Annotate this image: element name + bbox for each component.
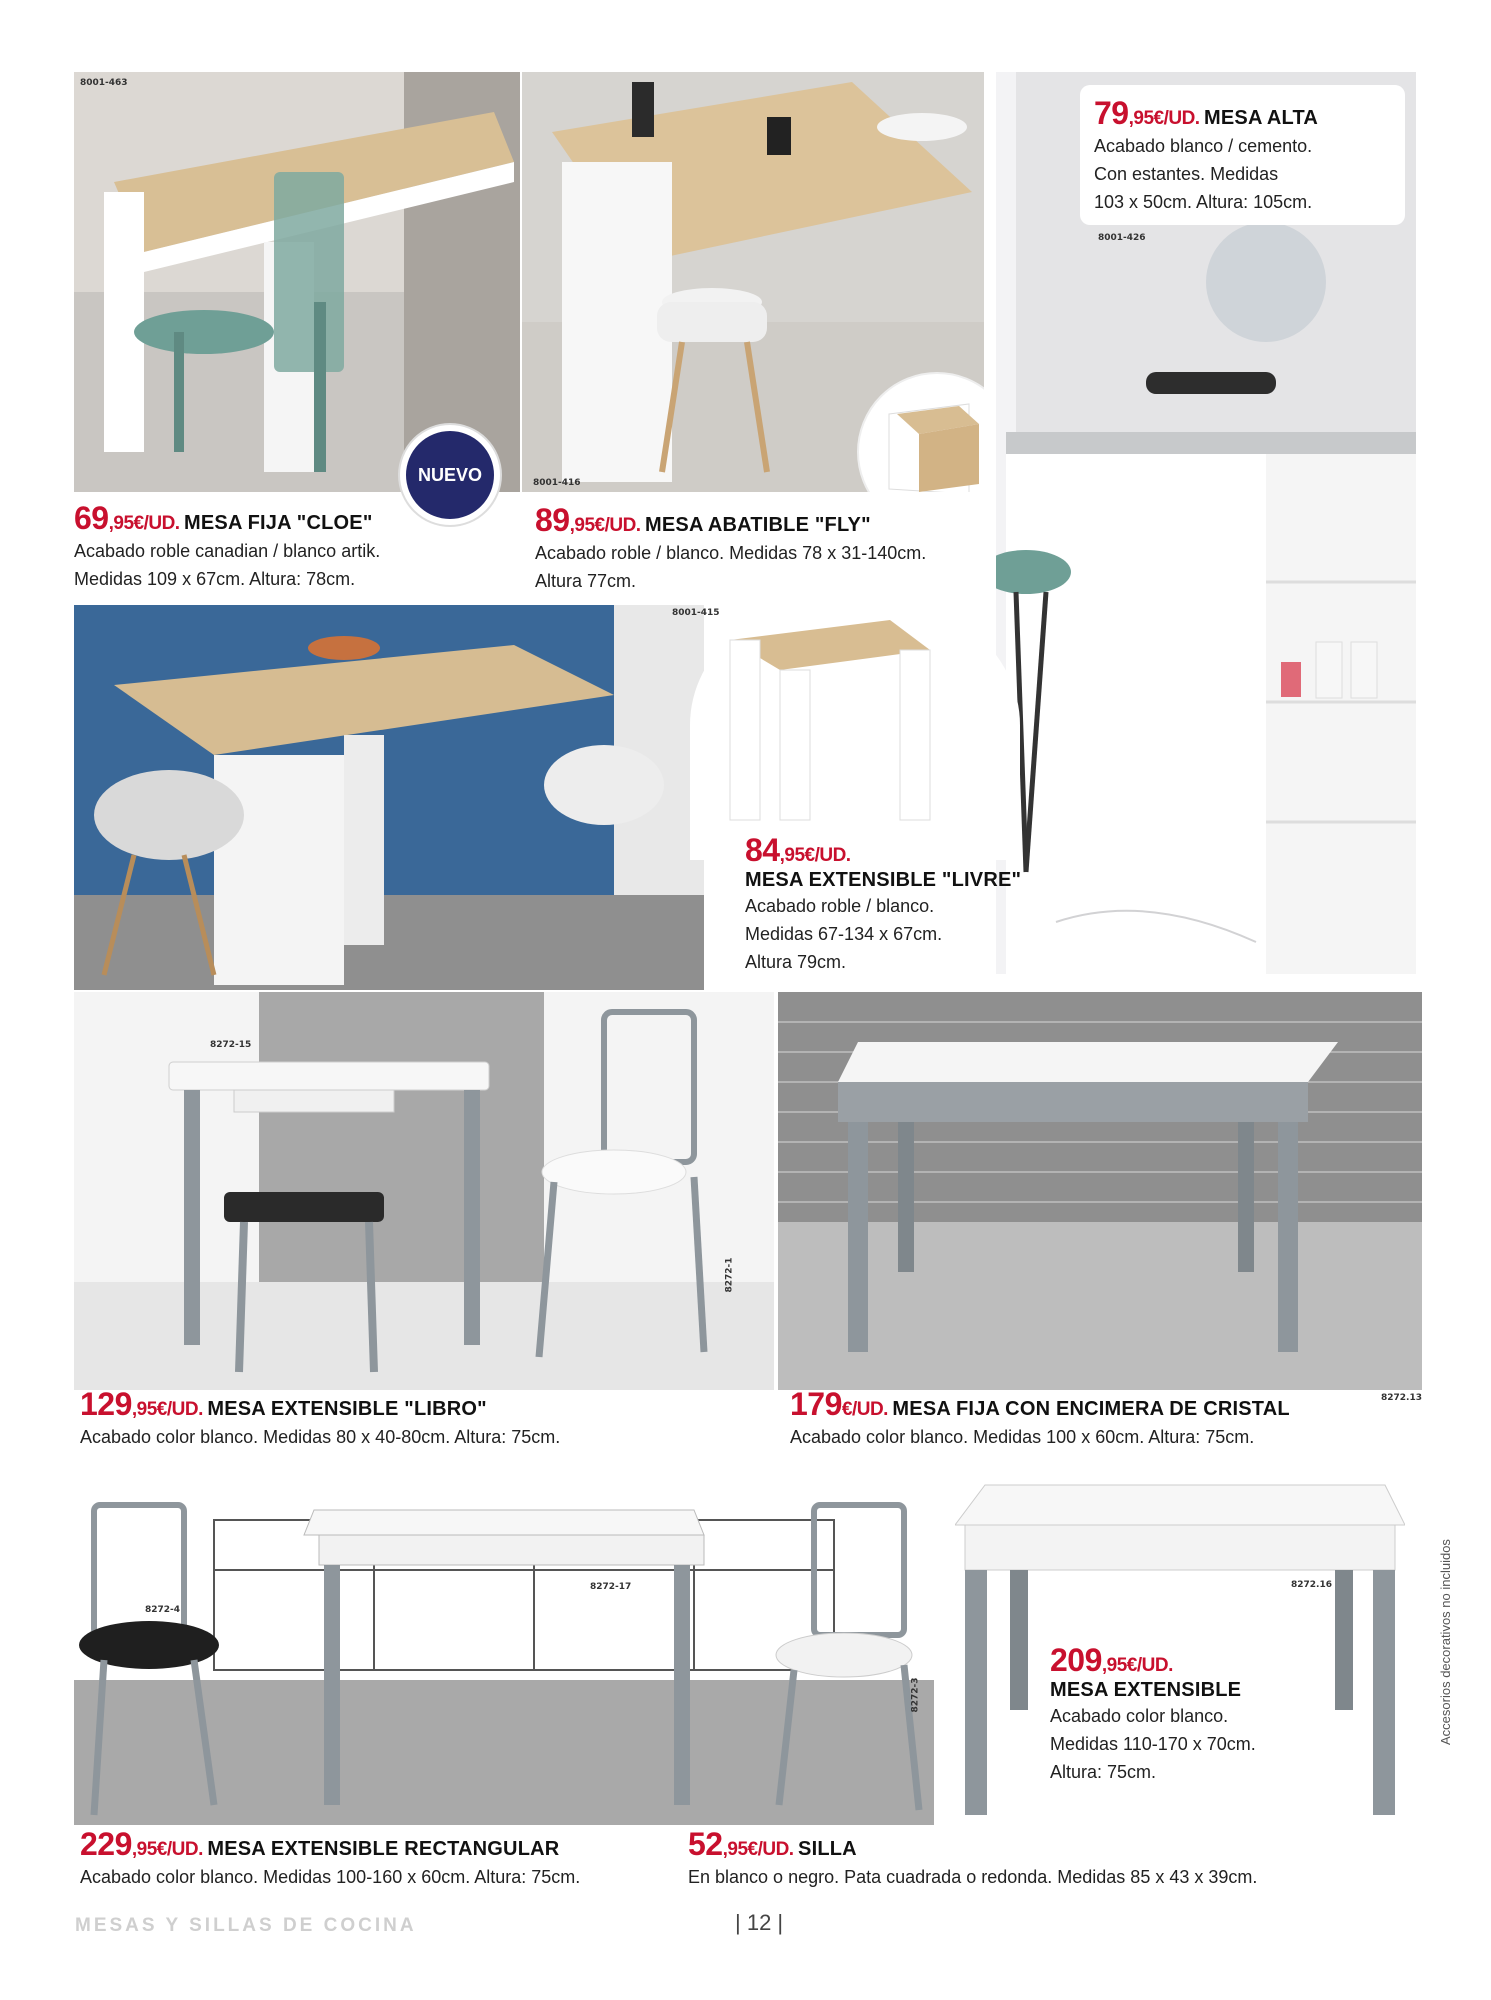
code-libro-chair: 8272-1: [724, 1257, 735, 1293]
price-int: 89: [535, 502, 570, 538]
price-cents: €/UD.: [841, 1399, 888, 1420]
price-int: 179: [790, 1386, 842, 1422]
price-int: 52: [688, 1826, 723, 1862]
info-rectangular: [80, 1826, 580, 1891]
info-extensible: [1050, 1642, 1256, 1786]
price-cents: ,95€/UD.: [779, 845, 851, 866]
price-extensible: [1050, 1642, 1256, 1679]
desc-line: Altura: 75cm.: [1050, 1762, 1157, 1782]
price-cents: ,95€/UD.: [1128, 108, 1200, 129]
price-silla: [688, 1826, 794, 1862]
title-extensible: MESA EXTENSIBLE: [1050, 1679, 1242, 1701]
desc-line: Acabado roble canadian / blanco artik.: [74, 541, 381, 561]
code-fly: 8001-416: [533, 478, 581, 488]
desc-line: Acabado color blanco. Medidas 80 x 40-80cm. Altura: 75cm.: [80, 1427, 561, 1447]
desc-line: Acabado roble / blanco. Medidas 78 x 31-140cm.: [535, 543, 927, 563]
price-int: 229: [80, 1826, 132, 1862]
price-cents: ,95€/UD.: [1101, 1655, 1173, 1676]
code-cloe: 8001-463: [80, 78, 128, 88]
price-int: 129: [80, 1386, 132, 1422]
title-fly: MESA ABATIBLE "FLY": [645, 514, 871, 536]
livre-inset: [690, 590, 1020, 860]
info-cloe: [74, 500, 380, 593]
title-silla: SILLA: [798, 1838, 857, 1860]
price-int: 84: [745, 832, 780, 868]
desc-line: Altura 79cm.: [745, 952, 847, 972]
title-libro: MESA EXTENSIBLE "LIBRO": [207, 1398, 487, 1420]
price-rectangular: [80, 1826, 203, 1862]
desc-line: Acabado color blanco.: [1050, 1706, 1229, 1726]
info-cristal: [790, 1386, 1290, 1451]
photo-mesa-libro: [74, 992, 774, 1390]
rectangular-illustration: [74, 1465, 934, 1825]
price-cristal: [790, 1386, 888, 1422]
price-cents: ,95€/UD.: [569, 515, 641, 536]
price-libro: [80, 1386, 203, 1422]
code-mesa-alta: 8001-426: [1098, 233, 1146, 243]
footer-section-title: MESAS Y SILLAS DE COCINA: [75, 1915, 417, 1936]
code-rectangular-chair: 8272-4: [145, 1605, 181, 1615]
code-livre: 8001-415: [672, 608, 720, 618]
desc-line: Acabado roble / blanco.: [745, 896, 935, 916]
code-rectangular: 8272-17: [590, 1582, 632, 1592]
price-livre: [745, 832, 1021, 869]
price-cents: ,95€/UD.: [722, 1839, 794, 1860]
title-cristal: MESA FIJA CON ENCIMERA DE CRISTAL: [892, 1398, 1290, 1420]
code-extensible: 8272.16: [1291, 1580, 1332, 1590]
code-libro: 8272-15: [210, 1040, 252, 1050]
livre-small-table: [690, 590, 1020, 860]
info-livre: [745, 832, 1021, 976]
info-fly: [535, 502, 926, 595]
photo-mesa-cristal: [778, 992, 1422, 1390]
price-mesa-alta: [1094, 95, 1200, 131]
nuevo-badge: NUEVO: [400, 425, 500, 525]
cristal-illustration: [778, 992, 1422, 1390]
photo-mesa-livre: [74, 605, 704, 990]
price-cents: ,95€/UD.: [108, 513, 180, 534]
info-silla: [688, 1826, 1257, 1891]
price-cents: ,95€/UD.: [131, 1839, 203, 1860]
desc-line: Medidas 109 x 67cm. Altura: 78cm.: [74, 569, 356, 589]
desc-line: Medidas 67-134 x 67cm.: [745, 924, 943, 944]
price-fly: [535, 502, 641, 538]
desc-line: En blanco o negro. Pata cuadrada o redonda. Medidas 85 x 43 x 39cm.: [688, 1867, 1258, 1887]
desc-line: Medidas 110-170 x 70cm.: [1050, 1734, 1256, 1754]
price-cents: ,95€/UD.: [131, 1399, 203, 1420]
fly-folded-table: [859, 374, 984, 492]
price-cloe: [74, 500, 180, 536]
info-libro: [80, 1386, 560, 1451]
desc-line: Acabado color blanco. Medidas 100-160 x 60cm. Altura: 75cm.: [80, 1867, 581, 1887]
title-rectangular: MESA EXTENSIBLE RECTANGULAR: [207, 1838, 560, 1860]
side-note: Accesorios decorativos no incluidos: [1438, 1539, 1453, 1745]
photo-mesa-fly: [522, 72, 984, 492]
desc-line: Acabado color blanco. Medidas 100 x 60cm. Altura: 75cm.: [790, 1427, 1255, 1447]
page-number: | 12 |: [735, 1910, 784, 1935]
desc-line: Altura 77cm.: [535, 571, 637, 591]
desc-line: Acabado blanco / cemento.: [1094, 136, 1313, 156]
code-cristal: 8272.13: [1381, 1393, 1422, 1403]
livre-illustration: [74, 605, 704, 990]
title-cloe: MESA FIJA "CLOE": [184, 512, 373, 534]
desc-line: Con estantes. Medidas: [1094, 164, 1279, 184]
price-int: 69: [74, 500, 109, 536]
code-silla: 8272-3: [910, 1677, 921, 1713]
price-int: 79: [1094, 95, 1129, 131]
title-mesa-alta: MESA ALTA: [1204, 107, 1319, 129]
libro-illustration: [74, 992, 774, 1390]
photo-mesa-rectangular: [74, 1465, 934, 1825]
title-livre: MESA EXTENSIBLE "LIVRE": [745, 869, 1022, 891]
desc-line: 103 x 50cm. Altura: 105cm.: [1094, 192, 1313, 212]
price-int: 209: [1050, 1642, 1102, 1678]
mesa-alta-info: [1080, 85, 1405, 225]
fly-inset-circle: [857, 372, 984, 492]
